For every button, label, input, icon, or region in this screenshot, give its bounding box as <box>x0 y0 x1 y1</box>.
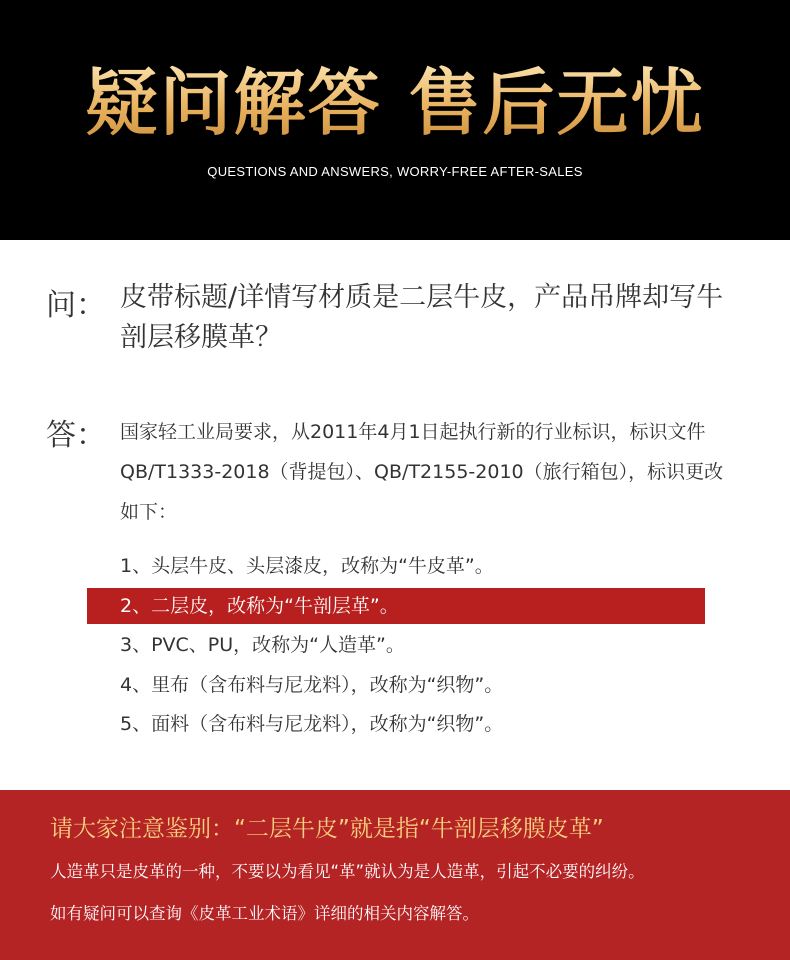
header-banner <box>0 0 790 240</box>
question-text: 皮带标题/详情写材质是二层牛皮，产品吊牌却写牛剖层移膜革？ <box>120 282 724 353</box>
question-label: 问： <box>46 288 106 323</box>
page-subtitle: QUESTIONS AND ANSWERS, WORRY-FREE AFTER-SALES <box>207 164 583 179</box>
notice-text-1: 人造革只是皮革的一种，不要以为看见“革”就认为是人造革，引起不必要的纠纷。 <box>50 862 645 881</box>
list-item: 1、头层牛皮、头层漆皮，改称为“牛皮革”。 <box>120 555 494 577</box>
list-item: 5、面料（含布料与尼龙料），改称为“织物”。 <box>120 713 504 735</box>
list-item: 3、PVC、PU，改称为“人造革”。 <box>120 634 405 656</box>
list-item: 4、里布（含布料与尼龙料），改称为“织物”。 <box>120 673 504 696</box>
labeling-list <box>87 548 705 746</box>
notice-text-2: 如有疑问可以查询《皮革工业术语》详细的相关内容解答。 <box>50 904 479 923</box>
answer-label: 答： <box>46 418 106 453</box>
list-item-highlighted: 2、二层皮，改称为“牛剖层革”。 <box>87 588 705 624</box>
notice-title: 请大家注意鉴别：“二层牛皮”就是指“牛剖层移膜皮革” <box>50 816 604 842</box>
page-title: 疑问解答 售后无忧 <box>0 58 790 148</box>
notice-panel <box>0 790 790 960</box>
answer-text: 国家轻工业局要求，从2011年4月1日起执行新的行业标识，标识文件QB/T1333-2018（背提包）、QB/T2155-2010（旅行箱包），标识更改如下： <box>120 421 724 523</box>
